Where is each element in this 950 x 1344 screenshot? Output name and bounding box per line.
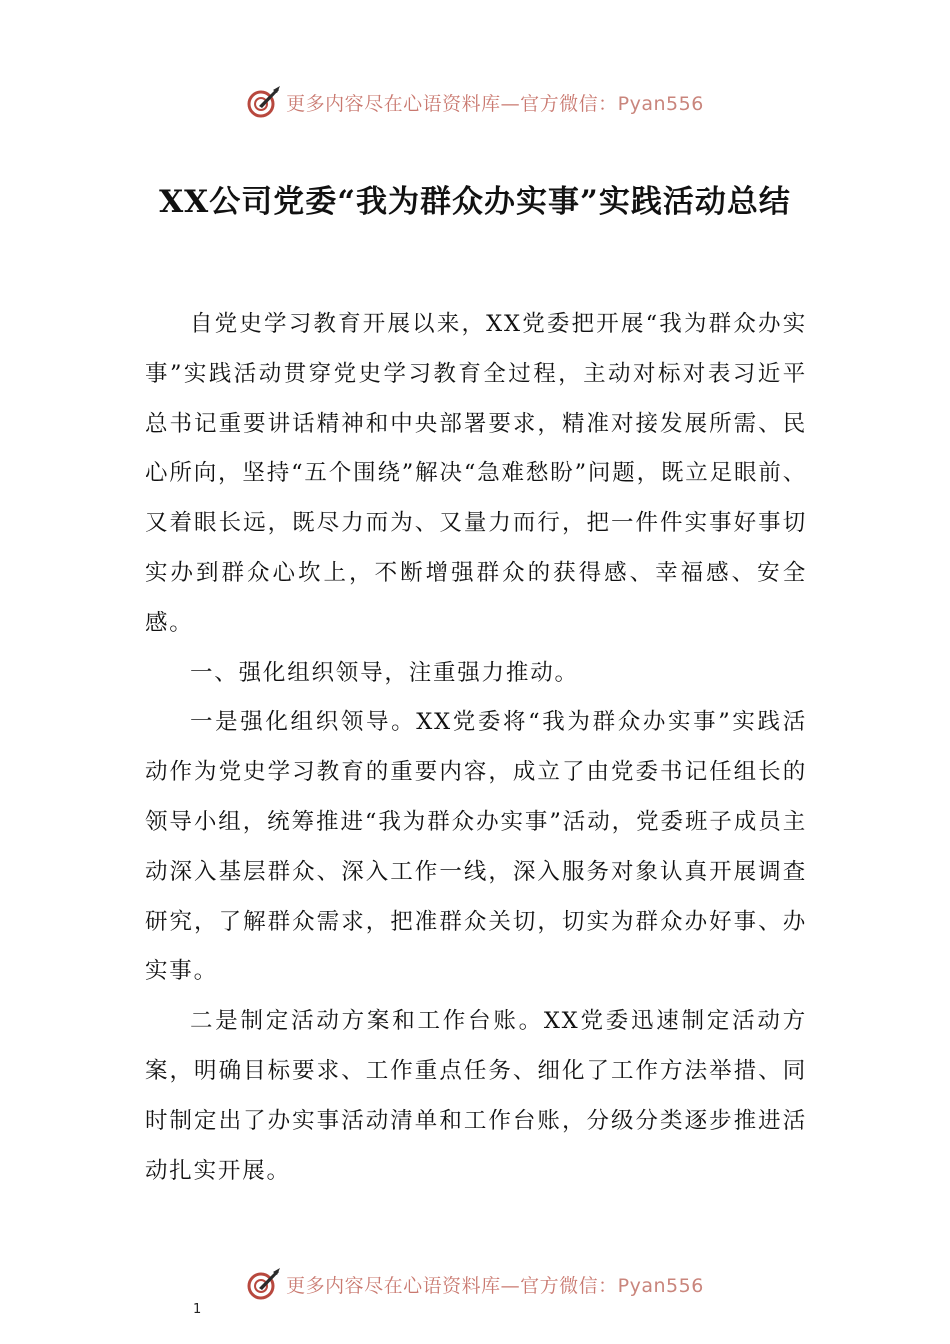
- page-number: 1: [193, 1302, 202, 1317]
- paragraph-intro: 自党史学习教育开展以来，XX党委把开展“我为群众办实事”实践活动贯穿党史学习教育全过程，主动对标对表习近平总书记重要讲话精神和中央部署要求，精准对接发展所需、民心所向，坚持“五个围绕”解决“急难愁盼”问题，既立足眼前、又着眼长远，既尽力而为、又量力而行，把一件件实事好事切实办到群众心坎上，不断增强群众的获得感、幸福感、安全感。: [145, 311, 807, 636]
- banner-wechat-id: Pyan556: [617, 1274, 704, 1297]
- paragraph-point-2: 二是制定活动方案和工作台账。XX党委迅速制定活动方案，明确目标要求、工作重点任务、细化了工作方法举措、同时制定出了办实事活动清单和工作台账，分级分类逐步推进活动扎实开展。: [145, 1008, 807, 1184]
- document-title: XX公司党委“我为群众办实事”实践活动总结: [159, 184, 791, 220]
- banner-text: [286, 89, 704, 116]
- banner-main-text: 更多内容尽在心语资料库—官方微信：: [286, 1274, 618, 1297]
- paragraph-point-1: 一是强化组织领导。XX党委将“我为群众办实事”实践活动作为党史学习教育的重要内容，成立了由党委书记任组长的领导小组，统筹推进“我为群众办实事”活动，党委班子成员主动深入基层群众、深入工作一线，深入服务对象认真开展调查研究，了解群众需求，把准群众关切，切实为群众办好事、办实事。: [145, 709, 807, 985]
- banner-text: [286, 1271, 704, 1298]
- header-banner: [0, 82, 950, 122]
- banner-main-text: 更多内容尽在心语资料库—官方微信：: [286, 92, 618, 115]
- footer-banner: [0, 1264, 950, 1304]
- banner-wechat-id: Pyan556: [617, 92, 704, 115]
- section-heading-1: 一、强化组织领导，注重强力推动。: [190, 659, 579, 686]
- document-body: [145, 300, 807, 1196]
- quill-logo-icon: [246, 84, 282, 120]
- quill-logo-icon: [246, 1266, 282, 1302]
